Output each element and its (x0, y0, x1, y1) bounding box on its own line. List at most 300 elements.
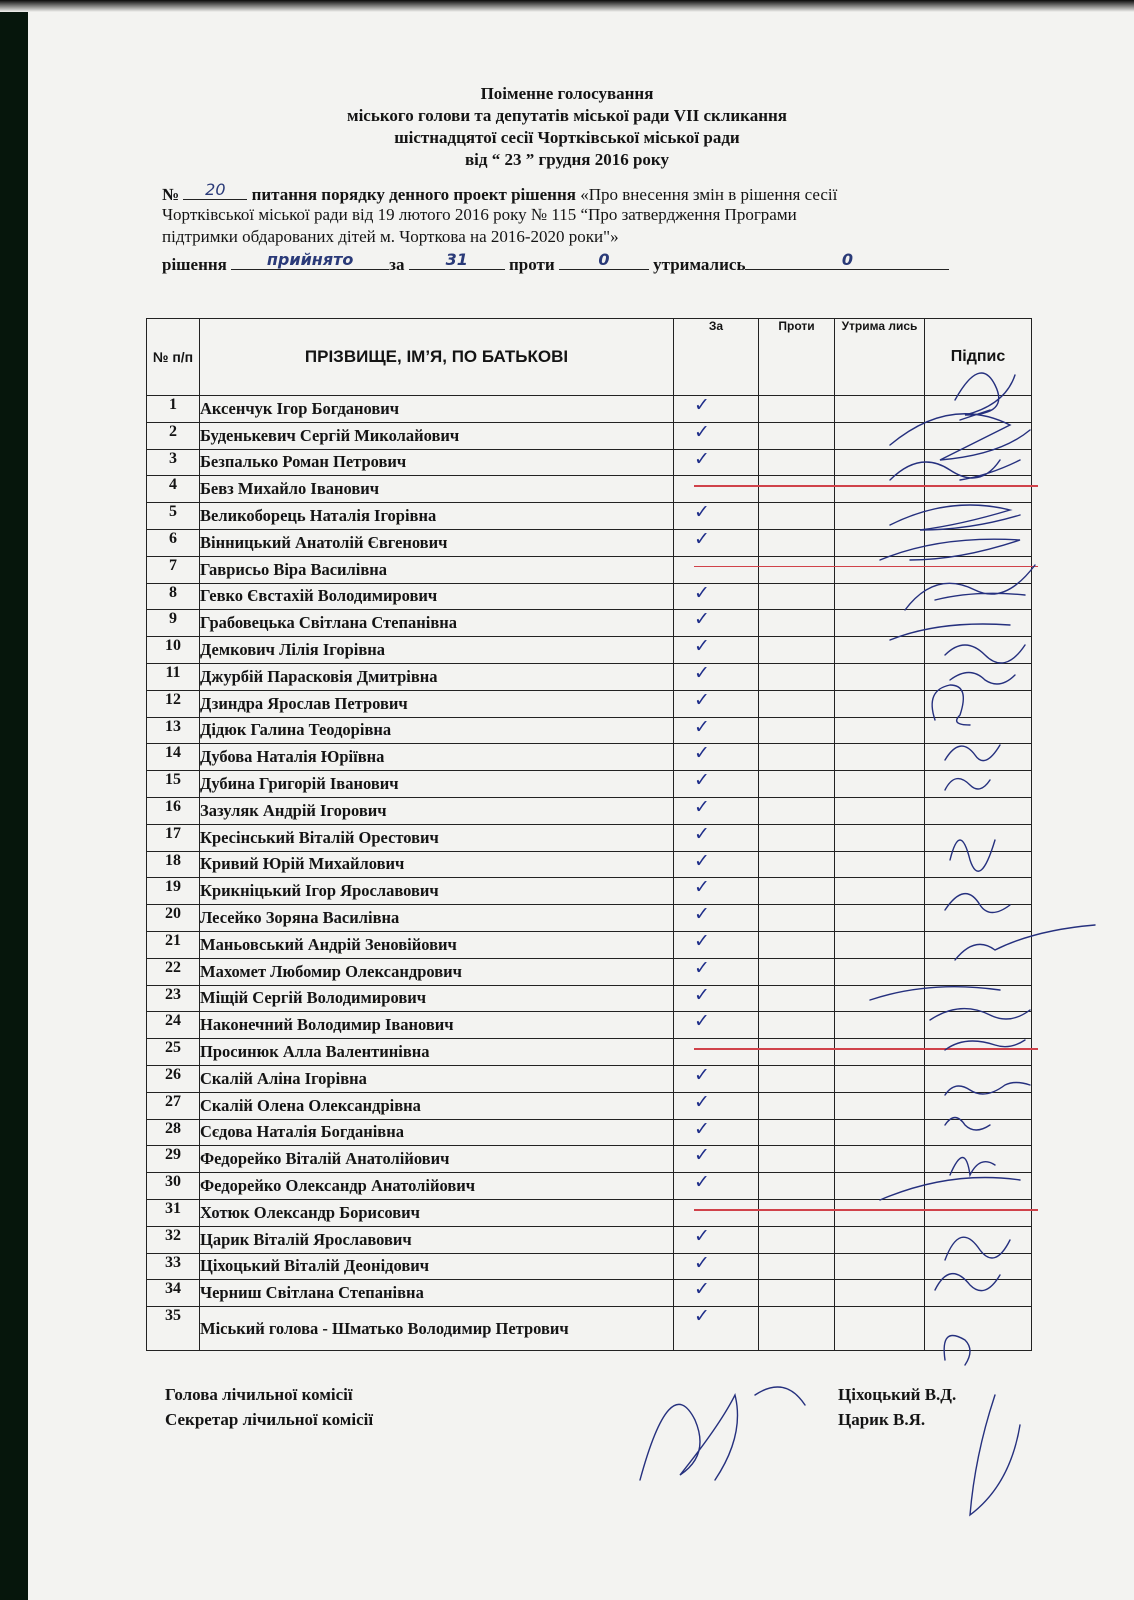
row-vote-against (759, 1039, 835, 1066)
row-number: 9 (147, 610, 200, 637)
checkmark-icon: ✓ (694, 1224, 710, 1247)
row-number: 6 (147, 529, 200, 556)
checkmark-icon: ✓ (694, 501, 710, 524)
row-vote-against (759, 958, 835, 985)
row-signature (925, 1253, 1032, 1280)
row-deputy-name: Сєдова Наталія Богданівна (200, 1119, 674, 1146)
row-vote-for (674, 1146, 759, 1173)
row-vote-abstain (835, 824, 925, 851)
header-num: № п/п (147, 319, 200, 396)
row-vote-abstain (835, 663, 925, 690)
table-row (147, 905, 1032, 932)
decision-label: рішення (162, 255, 227, 274)
checkmark-icon: ✓ (694, 956, 710, 979)
row-deputy-name: Дідюк Галина Теодорівна (200, 717, 674, 744)
table-row (147, 824, 1032, 851)
row-vote-against (759, 1253, 835, 1280)
row-vote-against (759, 1012, 835, 1039)
row-vote-abstain (835, 905, 925, 932)
row-vote-abstain (835, 476, 925, 503)
table-row (147, 717, 1032, 744)
row-deputy-name: Кресінський Віталій Орестович (200, 824, 674, 851)
row-number: 30 (147, 1173, 200, 1200)
table-row (147, 1199, 1032, 1226)
row-number: 21 (147, 931, 200, 958)
table-row (147, 476, 1032, 503)
table-row (147, 1173, 1032, 1200)
row-number: 23 (147, 985, 200, 1012)
row-deputy-name: Ціхоцький Віталій Деонідович (200, 1253, 674, 1280)
row-signature (925, 771, 1032, 798)
row-signature (925, 1039, 1032, 1066)
checkmark-icon: ✓ (694, 635, 710, 658)
doc-subtitle-session: шістнадцятої сесії Чортківської міської ради (394, 128, 740, 147)
question-num-field (183, 183, 247, 200)
row-vote-against (759, 985, 835, 1012)
row-vote-against (759, 1065, 835, 1092)
row-vote-for (674, 610, 759, 637)
row-number: 26 (147, 1065, 200, 1092)
row-vote-against (759, 1199, 835, 1226)
row-vote-abstain (835, 1280, 925, 1307)
row-vote-abstain (835, 422, 925, 449)
row-number: 15 (147, 771, 200, 798)
table-row (147, 529, 1032, 556)
question-text-1: «Про внесення змін в рішення сесії (580, 185, 838, 204)
row-number: 16 (147, 797, 200, 824)
checkmark-icon: ✓ (694, 1251, 710, 1274)
checkmark-icon: ✓ (694, 903, 710, 926)
row-vote-abstain (835, 1307, 925, 1351)
row-vote-abstain (835, 690, 925, 717)
row-signature (925, 1012, 1032, 1039)
row-vote-abstain (835, 1146, 925, 1173)
checkmark-icon: ✓ (694, 795, 710, 818)
abstain-label: утримались (653, 255, 746, 274)
row-deputy-name: Дубина Григорій Іванович (200, 771, 674, 798)
row-vote-against (759, 878, 835, 905)
row-vote-abstain (835, 717, 925, 744)
row-vote-for (674, 985, 759, 1012)
row-number: 2 (147, 422, 200, 449)
row-number: 3 (147, 449, 200, 476)
row-number: 27 (147, 1092, 200, 1119)
row-vote-abstain (835, 1119, 925, 1146)
row-deputy-name: Демкович Лілія Ігорівна (200, 637, 674, 664)
row-vote-against (759, 905, 835, 932)
against-count-field (559, 253, 649, 270)
row-signature (925, 529, 1032, 556)
row-number: 20 (147, 905, 200, 932)
table-row (147, 503, 1032, 530)
row-vote-against (759, 663, 835, 690)
row-vote-for (674, 1307, 759, 1351)
row-vote-for (674, 797, 759, 824)
checkmark-icon: ✓ (694, 527, 710, 550)
row-signature (925, 637, 1032, 664)
checkmark-icon: ✓ (694, 688, 710, 711)
row-signature (925, 610, 1032, 637)
checkmark-icon: ✓ (694, 420, 710, 443)
checkmark-icon: ✓ (694, 1305, 710, 1328)
row-vote-against (759, 1119, 835, 1146)
row-vote-abstain (835, 449, 925, 476)
row-number: 35 (147, 1307, 200, 1351)
row-signature (925, 422, 1032, 449)
row-vote-for (674, 1012, 759, 1039)
row-vote-abstain (835, 1173, 925, 1200)
table-row (147, 1119, 1032, 1146)
table-row (147, 931, 1032, 958)
row-signature (925, 878, 1032, 905)
row-number: 32 (147, 1226, 200, 1253)
row-vote-abstain (835, 1226, 925, 1253)
row-deputy-name: Гаврисьо Віра Василівна (200, 556, 674, 583)
table-row (147, 771, 1032, 798)
row-deputy-name: Федорейко Віталій Анатолійович (200, 1146, 674, 1173)
row-signature (925, 958, 1032, 985)
checkmark-icon: ✓ (694, 1010, 710, 1033)
row-signature (925, 1065, 1032, 1092)
table-row (147, 797, 1032, 824)
row-vote-abstain (835, 744, 925, 771)
decision-value-handwritten: прийнято (266, 251, 354, 269)
row-number: 18 (147, 851, 200, 878)
row-vote-abstain (835, 637, 925, 664)
table-row (147, 1039, 1032, 1066)
row-vote-against (759, 610, 835, 637)
row-vote-against (759, 1173, 835, 1200)
table-row (147, 556, 1032, 583)
row-vote-abstain (835, 1012, 925, 1039)
row-deputy-name: Федорейко Олександр Анатолійович (200, 1173, 674, 1200)
decision-field (231, 253, 389, 270)
checkmark-icon: ✓ (694, 1171, 710, 1194)
row-signature (925, 985, 1032, 1012)
row-vote-for (674, 717, 759, 744)
row-vote-for (674, 583, 759, 610)
row-deputy-name: Хотюк Олександр Борисович (200, 1199, 674, 1226)
checkmark-icon: ✓ (694, 394, 710, 416)
doc-title: Поіменне голосування (480, 84, 654, 103)
vote-table (146, 318, 1032, 1351)
row-vote-abstain (835, 797, 925, 824)
row-vote-for (674, 851, 759, 878)
row-vote-against (759, 1280, 835, 1307)
table-row (147, 958, 1032, 985)
row-number: 13 (147, 717, 200, 744)
table-row (147, 1280, 1032, 1307)
row-signature (925, 797, 1032, 824)
row-deputy-name: Міський голова - Шматько Володимир Петрович (200, 1307, 674, 1351)
row-vote-for (674, 905, 759, 932)
row-vote-against (759, 583, 835, 610)
row-deputy-name: Буденькевич Сергій Миколайович (200, 422, 674, 449)
row-vote-for (674, 931, 759, 958)
row-vote-for (674, 449, 759, 476)
row-vote-against (759, 503, 835, 530)
row-signature (925, 663, 1032, 690)
row-vote-for (674, 771, 759, 798)
row-vote-against (759, 771, 835, 798)
row-deputy-name: Черниш Світлана Степанівна (200, 1280, 674, 1307)
question-num-prefix: № (162, 185, 180, 204)
checkmark-icon: ✓ (694, 1090, 710, 1113)
secretary-label: Секретар лічильної комісії (165, 1410, 374, 1429)
checkmark-icon: ✓ (694, 1063, 710, 1086)
table-row (147, 422, 1032, 449)
absent-strike-line (694, 1209, 1038, 1211)
row-signature (925, 851, 1032, 878)
row-signature (925, 1226, 1032, 1253)
row-vote-abstain (835, 1039, 925, 1066)
checkmark-icon: ✓ (694, 742, 710, 765)
secretary-signature (640, 1387, 805, 1480)
row-vote-for (674, 1092, 759, 1119)
checkmark-icon: ✓ (694, 822, 710, 845)
row-vote-abstain (835, 878, 925, 905)
row-vote-abstain (835, 396, 925, 423)
row-number: 17 (147, 824, 200, 851)
row-vote-for (674, 637, 759, 664)
row-deputy-name: Безпалько Роман Петрович (200, 449, 674, 476)
checkmark-icon: ✓ (694, 1117, 710, 1140)
row-signature (925, 476, 1032, 503)
question-text-2: Чортківської міської ради від 19 лютого 2016 року № 115 “Про затвердження Програми (162, 205, 797, 224)
row-signature (925, 396, 1032, 423)
row-vote-for (674, 1173, 759, 1200)
table-row (147, 1065, 1032, 1092)
row-vote-against (759, 422, 835, 449)
row-signature (925, 905, 1032, 932)
row-signature (925, 1173, 1032, 1200)
row-vote-abstain (835, 556, 925, 583)
row-vote-for (674, 878, 759, 905)
row-signature (925, 1307, 1032, 1351)
row-deputy-name: Лесейко Зоряна Василівна (200, 905, 674, 932)
decision-line (162, 253, 1062, 275)
row-signature (925, 1280, 1032, 1307)
row-vote-against (759, 851, 835, 878)
row-vote-abstain (835, 503, 925, 530)
checkmark-icon: ✓ (694, 715, 710, 738)
row-deputy-name: Маньовський Андрій Зеновійович (200, 931, 674, 958)
row-signature (925, 449, 1032, 476)
header-abstain: Утрима лись (835, 319, 925, 396)
row-vote-against (759, 690, 835, 717)
row-deputy-name: Просинюк Алла Валентинівна (200, 1039, 674, 1066)
for-label: за (389, 255, 405, 274)
abstain-count-handwritten: 0 (841, 251, 853, 269)
row-deputy-name: Махомет Любомир Олександрович (200, 958, 674, 985)
row-signature (925, 744, 1032, 771)
row-vote-abstain (835, 610, 925, 637)
row-deputy-name: Скалій Аліна Ігорівна (200, 1065, 674, 1092)
row-vote-for (674, 556, 759, 583)
secretary-name: Царик В.Я. (838, 1410, 926, 1429)
row-vote-against (759, 637, 835, 664)
row-vote-for (674, 1280, 759, 1307)
table-row (147, 851, 1032, 878)
row-deputy-name: Бевз Михайло Іванович (200, 476, 674, 503)
chair-name: Ціхоцький В.Д. (838, 1385, 957, 1404)
table-row (147, 1092, 1032, 1119)
row-signature (925, 824, 1032, 851)
row-number: 28 (147, 1119, 200, 1146)
row-vote-abstain (835, 771, 925, 798)
row-vote-against (759, 556, 835, 583)
row-vote-abstain (835, 1065, 925, 1092)
row-deputy-name: Великоборець Наталія Ігорівна (200, 503, 674, 530)
table-row (147, 663, 1032, 690)
row-vote-for (674, 476, 759, 503)
row-deputy-name: Аксенчук Ігор Богданович (200, 396, 674, 423)
question-num-handwritten: 20 (205, 181, 226, 199)
row-vote-against (759, 1146, 835, 1173)
row-signature (925, 1119, 1032, 1146)
checkmark-icon: ✓ (694, 876, 710, 899)
row-vote-for (674, 744, 759, 771)
row-vote-for (674, 503, 759, 530)
row-vote-against (759, 931, 835, 958)
absent-strike-line (694, 1048, 1038, 1050)
row-deputy-name: Грабовецька Світлана Степанівна (200, 610, 674, 637)
row-signature (925, 583, 1032, 610)
chair-signature (970, 1395, 1020, 1515)
row-vote-against (759, 1226, 835, 1253)
table-row (147, 878, 1032, 905)
row-vote-for (674, 1199, 759, 1226)
row-number: 19 (147, 878, 200, 905)
table-row (147, 1307, 1032, 1351)
row-deputy-name: Наконечний Володимир Іванович (200, 1012, 674, 1039)
row-number: 12 (147, 690, 200, 717)
row-deputy-name: Кривий Юрій Михайлович (200, 851, 674, 878)
row-vote-abstain (835, 1199, 925, 1226)
row-vote-abstain (835, 1092, 925, 1119)
checkmark-icon: ✓ (694, 661, 710, 684)
row-signature (925, 503, 1032, 530)
table-row (147, 744, 1032, 771)
against-label: проти (508, 255, 555, 274)
checkmark-icon: ✓ (694, 608, 710, 631)
header-against: Проти (759, 319, 835, 396)
row-vote-against (759, 744, 835, 771)
row-vote-for (674, 690, 759, 717)
row-vote-for (674, 1039, 759, 1066)
row-signature (925, 717, 1032, 744)
chair-label: Голова лічильної комісії (165, 1385, 353, 1404)
row-vote-for (674, 663, 759, 690)
table-row (147, 610, 1032, 637)
absent-strike-line (694, 566, 1038, 568)
against-count-handwritten: 0 (598, 251, 610, 269)
checkmark-icon: ✓ (694, 849, 710, 872)
row-signature (925, 1199, 1032, 1226)
row-vote-abstain (835, 985, 925, 1012)
row-vote-for (674, 1119, 759, 1146)
header-name: ПРІЗВИЩЕ, ІМ’Я, ПО БАТЬКОВІ (200, 319, 674, 396)
row-vote-for (674, 1253, 759, 1280)
absent-strike-line (694, 485, 1038, 487)
row-vote-abstain (835, 851, 925, 878)
row-vote-for (674, 1065, 759, 1092)
table-header-row (147, 319, 1032, 396)
row-number: 8 (147, 583, 200, 610)
row-number: 31 (147, 1199, 200, 1226)
row-vote-against (759, 529, 835, 556)
row-deputy-name: Крикніцький Ігор Ярославович (200, 878, 674, 905)
question-line-1 (162, 183, 1062, 205)
row-vote-for (674, 396, 759, 423)
table-row (147, 1253, 1032, 1280)
row-vote-against (759, 717, 835, 744)
row-number: 5 (147, 503, 200, 530)
row-number: 25 (147, 1039, 200, 1066)
checkmark-icon: ✓ (694, 447, 710, 470)
row-vote-against (759, 1307, 835, 1351)
table-row (147, 583, 1032, 610)
row-vote-abstain (835, 529, 925, 556)
row-vote-abstain (835, 931, 925, 958)
row-number: 11 (147, 663, 200, 690)
abstain-count-field (745, 253, 949, 270)
row-number: 10 (147, 637, 200, 664)
row-number: 24 (147, 1012, 200, 1039)
checkmark-icon: ✓ (694, 983, 710, 1006)
question-text-3: підтримки обдарованих дітей м. Чорткова на 2016-2020 роки"» (162, 227, 619, 246)
table-row (147, 637, 1032, 664)
for-count-field (409, 253, 505, 270)
row-vote-abstain (835, 958, 925, 985)
row-vote-for (674, 1226, 759, 1253)
row-vote-abstain (835, 583, 925, 610)
table-row (147, 1012, 1032, 1039)
row-deputy-name: Гевко Євстахій Володимирович (200, 583, 674, 610)
row-vote-against (759, 1092, 835, 1119)
row-number: 34 (147, 1280, 200, 1307)
row-vote-for (674, 422, 759, 449)
row-signature (925, 556, 1032, 583)
scan-dark-edge (0, 0, 28, 1600)
row-vote-against (759, 824, 835, 851)
table-row (147, 690, 1032, 717)
question-label: питання порядку денного проект рішення (251, 185, 576, 204)
row-signature (925, 1146, 1032, 1173)
row-deputy-name: Зазуляк Андрій Ігорович (200, 797, 674, 824)
row-deputy-name: Джурбій Парасковія Дмитрівна (200, 663, 674, 690)
row-deputy-name: Царик Віталій Ярославович (200, 1226, 674, 1253)
row-number: 14 (147, 744, 200, 771)
row-number: 7 (147, 556, 200, 583)
row-vote-against (759, 396, 835, 423)
row-deputy-name: Вінницький Анатолій Євгенович (200, 529, 674, 556)
row-signature (925, 931, 1032, 958)
row-number: 33 (147, 1253, 200, 1280)
header-for: За (674, 319, 759, 396)
table-row (147, 449, 1032, 476)
doc-date: від “ 23 ” грудня 2016 року (465, 150, 669, 169)
row-deputy-name: Дзиндра Ярослав Петрович (200, 690, 674, 717)
row-number: 1 (147, 396, 200, 423)
row-number: 29 (147, 1146, 200, 1173)
table-row (147, 1146, 1032, 1173)
row-deputy-name: Скалій Олена Олександрівна (200, 1092, 674, 1119)
checkmark-icon: ✓ (694, 1144, 710, 1167)
scan-top-edge (0, 0, 1134, 12)
row-deputy-name: Дубова Наталія Юріївна (200, 744, 674, 771)
row-number: 22 (147, 958, 200, 985)
